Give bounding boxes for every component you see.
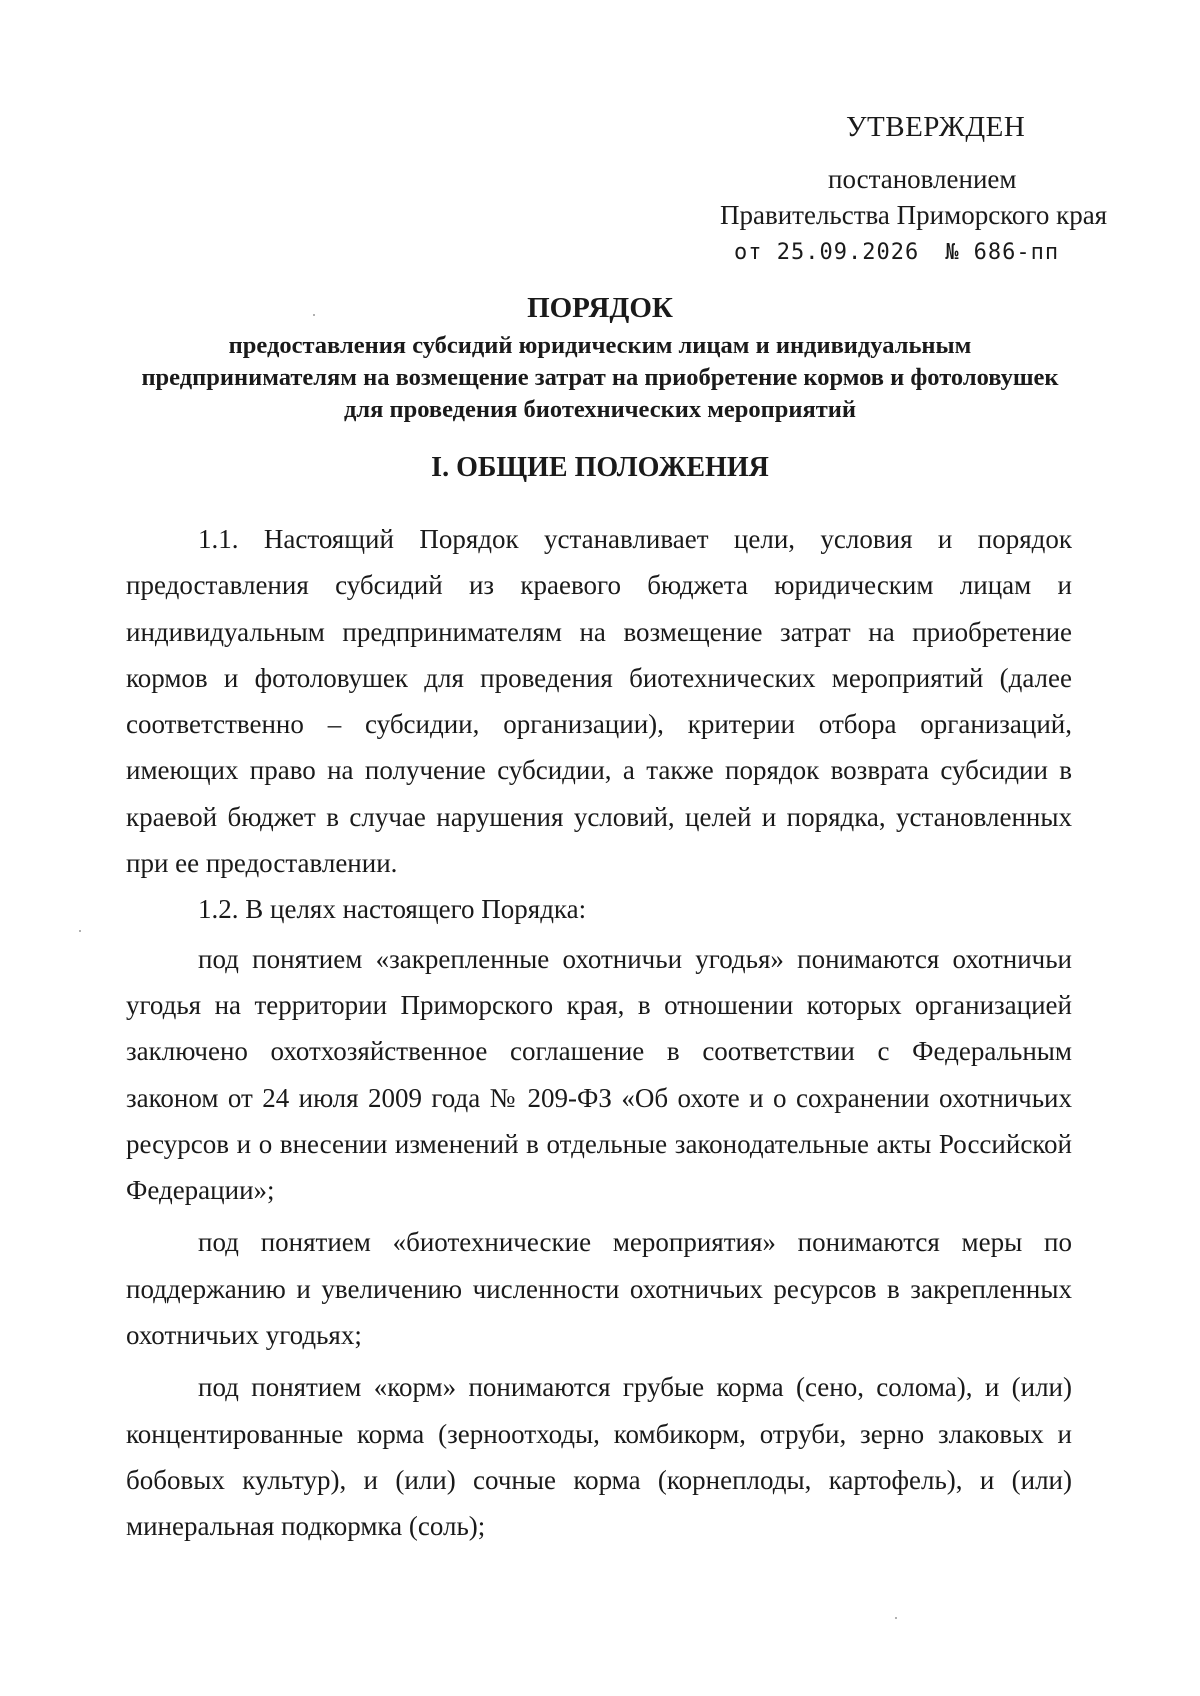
approved-by-label: постановлением <box>828 164 1017 194</box>
definition-feed: под понятием «корм» понимаются грубые корма (сено, солома), и (или) концентированные корма (зерноотходы, комбикорм, отруби, зерно злаковых и бобовых культур), и (или) сочные корма (корнеплоды, картофель), и (или) минеральная подкормка (соль); <box>126 1372 1072 1542</box>
paragraph-1-1: 1.1. Настоящий Порядок устанавливает цели, условия и порядок предоставления субсидий из краевого бюджета юридическим лицам и индивидуальным предпринимателям на возмещение затрат на приобретение кормов и фотоловушек для проведения биотехнических мероприятий (далее соответственно – субсидии, организации), критерии отбора организаций, имеющих право на получение субсидии, а также порядок возврата субсидии в краевой бюджет в случае нарушения условий, целей и порядка, установленных при ее предоставлении. <box>126 524 1072 879</box>
resolution-number: № 686-пп <box>945 240 1060 265</box>
document-subtitle: предоставления субсидий юридическим лицам и индивидуальным предпринимателям на возмещение затрат на приобретение кормов и фотоловушек для проведения биотехнических мероприятий <box>141 332 1059 423</box>
scan-dot <box>313 314 315 316</box>
scan-dot <box>79 930 81 932</box>
government-name: Правительства Приморского края <box>720 200 1108 230</box>
resolution-date: от 25.09.2026 <box>734 240 920 265</box>
definition-biotechnical-measures: под понятием «биотехнические мероприятия» понимаются меры по поддержанию и увеличению численности охотничьих ресурсов в закрепленных охотничьих угодьях; <box>126 1227 1072 1351</box>
approved-label: УТВЕРЖДЕН <box>846 111 1026 143</box>
document-title: ПОРЯДОК <box>527 292 673 324</box>
resolution-date-line <box>734 234 1059 272</box>
scan-dot <box>895 1617 897 1619</box>
document-body <box>126 516 1072 1550</box>
document-title-block <box>140 290 1060 426</box>
definition-hunting-grounds: под понятием «закрепленные охотничьи угодья» понимаются охотничьи угодья на территории Приморского края, в отношении которых организацией заключено охотхозяйственное соглашение в соответствии с Федеральным законом от 24 июля 2009 года № 209-ФЗ «Об охоте и о сохранении охотничьих ресурсов и о внесении изменений в отдельные законодательные акты Российской Федерации»; <box>126 943 1072 1206</box>
section-heading: I. ОБЩИЕ ПОЛОЖЕНИЯ <box>431 452 769 483</box>
paragraph-1-2: 1.2. В целях настоящего Порядка: <box>198 894 587 925</box>
